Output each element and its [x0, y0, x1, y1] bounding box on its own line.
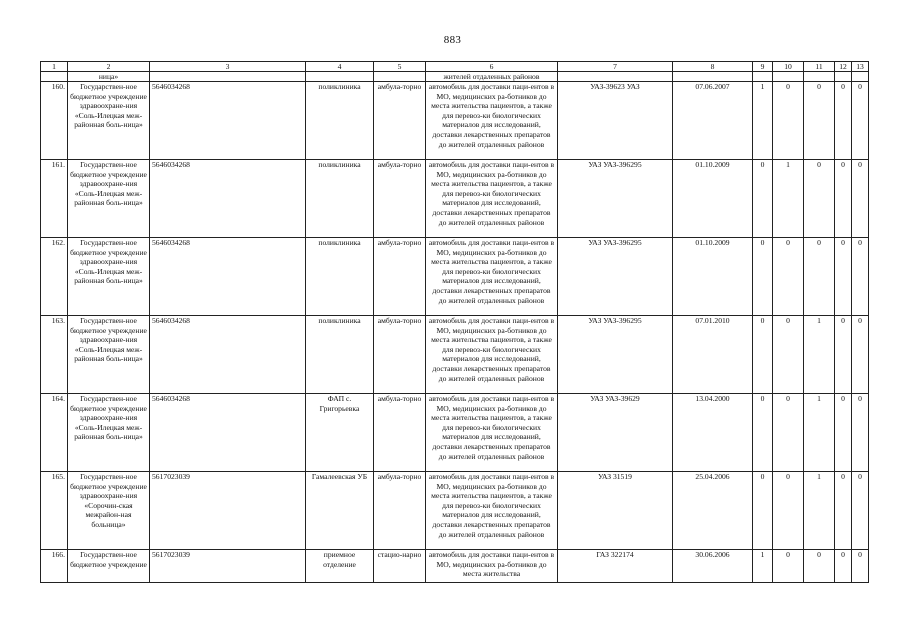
cell-unit: поликлиника: [306, 238, 374, 316]
cell-c11: 1: [804, 394, 835, 472]
cell-num: 165.: [41, 472, 68, 550]
column-number-row: [41, 62, 869, 72]
cell-c9: 0: [753, 316, 773, 394]
column-header: 10: [773, 62, 804, 72]
cell-c12: 0: [835, 82, 852, 160]
cell-purpose: автомобиль для доставки паци-ентов в МО, медицинских ра-ботников до места жительства: [426, 550, 558, 583]
cell-c11: 1: [804, 472, 835, 550]
cell-c12: 0: [835, 238, 852, 316]
cell-c10: 0: [773, 82, 804, 160]
cell-c13: 0: [852, 316, 869, 394]
cell-c11: 0: [804, 82, 835, 160]
cell-num: 162.: [41, 238, 68, 316]
cell-inn: 5646034268: [150, 82, 306, 160]
cell-num: 166.: [41, 550, 68, 583]
cell-vehicle: ГАЗ 322174: [558, 550, 673, 583]
cell-num: 161.: [41, 160, 68, 238]
table-row: [41, 82, 869, 160]
cell-vehicle: УАЗ УАЗ-396295: [558, 238, 673, 316]
table-row: [41, 316, 869, 394]
cell-c11: 0: [804, 160, 835, 238]
cell-c11: [804, 72, 835, 82]
cell-date: 30.06.2006: [673, 550, 753, 583]
table-row: [41, 472, 869, 550]
cell-purpose: автомобиль для доставки паци-ентов в МО, медицинских ра-ботников до места жительства пациентов, а также для перевоз-ки биологических материалов для исследований, доставки лекарственных препаратов до жителей отдаленных районов: [426, 394, 558, 472]
cell-unit: Гамалеевская УБ: [306, 472, 374, 550]
column-header: 9: [753, 62, 773, 72]
cell-c13: 0: [852, 472, 869, 550]
cell-num: 164.: [41, 394, 68, 472]
cell-c13: 0: [852, 394, 869, 472]
cell-purpose: жителей отдаленных районов: [426, 72, 558, 82]
cell-name: Государствен-ное бюджетное учреждение здравоохране-ния «Соль-Илецкая меж-районная боль-ница»: [68, 316, 150, 394]
table-row: [41, 394, 869, 472]
cell-inn: 5646034268: [150, 316, 306, 394]
cell-name: Государствен-ное бюджетное учреждение здравоохране-ния «Соль-Илецкая меж-районная боль-ница»: [68, 394, 150, 472]
cell-name: Государствен-ное бюджетное учреждение здравоохране-ния «Соль-Илецкая меж-районная боль-ница»: [68, 82, 150, 160]
cell-care-type: амбула-торно: [374, 472, 426, 550]
cell-c10: [773, 72, 804, 82]
cell-name: Государствен-ное бюджетное учреждение здравоохране-ния «Соль-Илецкая меж-районная боль-ница»: [68, 160, 150, 238]
cell-c13: 0: [852, 82, 869, 160]
cell-date: 07.01.2010: [673, 316, 753, 394]
page-number: 883: [443, 34, 462, 46]
cell-care-type: амбула-торно: [374, 238, 426, 316]
cell-c10: 0: [773, 316, 804, 394]
cell-vehicle: УАЗ УАЗ-396295: [558, 160, 673, 238]
cell-care-type: амбула-торно: [374, 160, 426, 238]
cell-c9: 0: [753, 160, 773, 238]
cell-c9: [753, 72, 773, 82]
continuation-row: [41, 72, 869, 82]
cell-date: 07.06.2007: [673, 82, 753, 160]
cell-purpose: автомобиль для доставки паци-ентов в МО, медицинских ра-ботников до места жительства пациентов, а также для перевоз-ки биологических материалов для исследований, доставки лекарственных препаратов до жителей отдаленных районов: [426, 472, 558, 550]
cell-c10: 0: [773, 238, 804, 316]
cell-purpose: автомобиль для доставки паци-ентов в МО, медицинских ра-ботников до места жительства пациентов, а также для перевоз-ки биологических материалов для исследований, доставки лекарственных препаратов до жителей отдаленных районов: [426, 160, 558, 238]
cell-c10: 0: [773, 550, 804, 583]
cell-c11: 0: [804, 238, 835, 316]
cell-inn: 5646034268: [150, 238, 306, 316]
vehicle-register-table: [40, 61, 869, 583]
cell-c13: 0: [852, 550, 869, 583]
cell-name: Государствен-ное бюджетное учреждение здравоохране-ния «Соль-Илецкая меж-районная боль-ница»: [68, 238, 150, 316]
cell-inn: [150, 72, 306, 82]
cell-date: 13.04.2000: [673, 394, 753, 472]
cell-date: 01.10.2009: [673, 160, 753, 238]
cell-c9: 0: [753, 394, 773, 472]
cell-inn: 5617023039: [150, 472, 306, 550]
cell-name: Государствен-ное бюджетное учреждение: [68, 550, 150, 583]
cell-c13: [852, 72, 869, 82]
column-header: 13: [852, 62, 869, 72]
cell-c13: 0: [852, 160, 869, 238]
cell-inn: 5646034268: [150, 160, 306, 238]
cell-name: ница»: [68, 72, 150, 82]
column-header: 12: [835, 62, 852, 72]
cell-purpose: автомобиль для доставки паци-ентов в МО, медицинских ра-ботников до места жительства пациентов, а также для перевоз-ки биологических материалов для исследований, доставки лекарственных препаратов до жителей отдаленных районов: [426, 82, 558, 160]
cell-unit: ФАП с. Григорьевка: [306, 394, 374, 472]
column-header: 3: [150, 62, 306, 72]
table-row: [41, 160, 869, 238]
column-header: 2: [68, 62, 150, 72]
cell-vehicle: УАЗ УАЗ-39629: [558, 394, 673, 472]
column-header: 6: [426, 62, 558, 72]
cell-c9: 0: [753, 238, 773, 316]
column-header: 8: [673, 62, 753, 72]
column-header: 11: [804, 62, 835, 72]
cell-vehicle: УАЗ УАЗ-396295: [558, 316, 673, 394]
cell-purpose: автомобиль для доставки паци-ентов в МО, медицинских ра-ботников до места жительства пациентов, а также для перевоз-ки биологических материалов для исследований, доставки лекарственных препаратов до жителей отдаленных районов: [426, 316, 558, 394]
cell-name: Государствен-ное бюджетное учреждение здравоохране-ния «Сорочин-ская межрайон-ная больница»: [68, 472, 150, 550]
cell-care-type: амбула-торно: [374, 394, 426, 472]
cell-inn: 5646034268: [150, 394, 306, 472]
cell-inn: 5617023039: [150, 550, 306, 583]
cell-unit: [306, 72, 374, 82]
column-header: 1: [41, 62, 68, 72]
cell-c9: 1: [753, 550, 773, 583]
cell-c12: 0: [835, 160, 852, 238]
cell-date: 25.04.2006: [673, 472, 753, 550]
cell-unit: поликлиника: [306, 82, 374, 160]
cell-unit: приемное отделение: [306, 550, 374, 583]
cell-unit: поликлиника: [306, 160, 374, 238]
column-header: 4: [306, 62, 374, 72]
cell-care-type: стацио-нарно: [374, 550, 426, 583]
cell-vehicle: [558, 72, 673, 82]
cell-num: [41, 72, 68, 82]
cell-c11: 0: [804, 550, 835, 583]
cell-c9: 0: [753, 472, 773, 550]
cell-c12: [835, 72, 852, 82]
cell-c11: 1: [804, 316, 835, 394]
cell-date: [673, 72, 753, 82]
cell-c10: 0: [773, 394, 804, 472]
cell-c13: 0: [852, 238, 869, 316]
cell-care-type: амбула-торно: [374, 316, 426, 394]
cell-vehicle: УАЗ-39623 УАЗ: [558, 82, 673, 160]
cell-num: 160.: [41, 82, 68, 160]
cell-care-type: [374, 72, 426, 82]
cell-care-type: амбула-торно: [374, 82, 426, 160]
column-header: 7: [558, 62, 673, 72]
cell-num: 163.: [41, 316, 68, 394]
cell-c12: 0: [835, 550, 852, 583]
table-row: [41, 550, 869, 583]
cell-c12: 0: [835, 394, 852, 472]
cell-c10: 1: [773, 160, 804, 238]
cell-purpose: автомобиль для доставки паци-ентов в МО, медицинских ра-ботников до места жительства пациентов, а также для перевоз-ки биологических материалов для исследований, доставки лекарственных препаратов до жителей отдаленных районов: [426, 238, 558, 316]
cell-c12: 0: [835, 316, 852, 394]
table-row: [41, 238, 869, 316]
column-header: 5: [374, 62, 426, 72]
cell-c12: 0: [835, 472, 852, 550]
cell-unit: поликлиника: [306, 316, 374, 394]
cell-vehicle: УАЗ 31519: [558, 472, 673, 550]
cell-c9: 1: [753, 82, 773, 160]
cell-date: 01.10.2009: [673, 238, 753, 316]
cell-c10: 0: [773, 472, 804, 550]
